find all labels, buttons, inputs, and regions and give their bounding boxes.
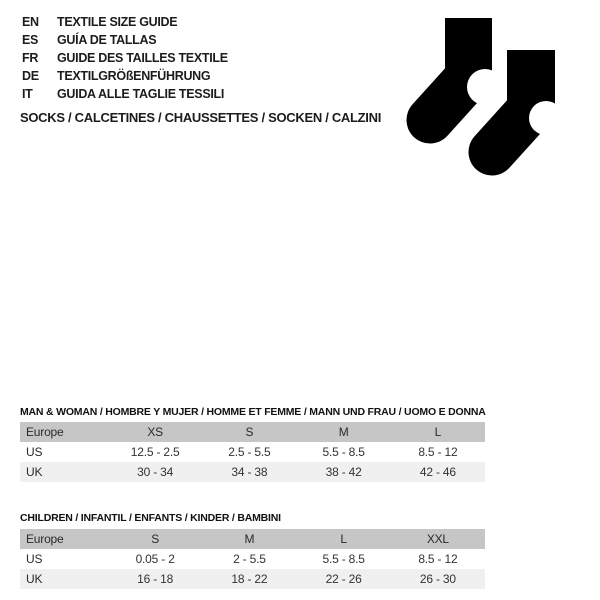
size-value: 5.5 - 8.5 xyxy=(322,552,365,566)
language-label: GUIDE DES TAILLES TEXTILE xyxy=(57,51,228,65)
size-value: 30 - 34 xyxy=(137,465,174,479)
socks-icon xyxy=(405,10,565,185)
row-label: US xyxy=(26,445,43,459)
language-label: TEXTILGRÖßENFÜHRUNG xyxy=(57,69,211,83)
language-row-de xyxy=(22,67,228,85)
row-label: UK xyxy=(26,572,43,586)
table-header-row xyxy=(20,422,485,442)
size-value: 38 - 42 xyxy=(325,465,362,479)
size-value: 0.05 - 2 xyxy=(135,552,175,566)
language-code: DE xyxy=(22,69,39,83)
table-row-uk xyxy=(20,462,485,482)
size-table-children xyxy=(20,529,485,589)
size-value: 22 - 26 xyxy=(325,572,362,586)
size-value: 42 - 46 xyxy=(419,465,456,479)
language-row-es xyxy=(22,31,228,49)
column-header-size: L xyxy=(340,532,347,546)
column-header-size: L xyxy=(434,425,442,439)
language-code: ES xyxy=(22,33,39,47)
language-row-it xyxy=(22,85,228,103)
column-header-size: S xyxy=(151,532,160,546)
language-label: GUIDA ALLE TAGLIE TESSILI xyxy=(57,87,225,101)
language-code: EN xyxy=(22,15,39,29)
size-value: 2 - 5.5 xyxy=(233,552,266,566)
category-title: SOCKS / CALCETINES / CHAUSSETTES / SOCKEN / CALZINI xyxy=(20,110,382,125)
row-label: UK xyxy=(26,465,43,479)
size-value: 8.5 - 12 xyxy=(418,552,458,566)
table-title-man-woman: MAN & WOMAN / HOMBRE Y MUJER / HOMME ET FEMME / MANN UND FRAU / UOMO E DONNA xyxy=(20,406,486,418)
size-value: 8.5 - 12 xyxy=(418,445,458,459)
size-value: 5.5 - 8.5 xyxy=(322,445,365,459)
language-row-en xyxy=(22,13,228,31)
size-table-man-woman xyxy=(20,422,485,482)
size-value: 34 - 38 xyxy=(231,465,268,479)
language-label: GUÍA DE TALLAS xyxy=(57,33,157,47)
table-header-row xyxy=(20,529,485,549)
column-header-size: XS xyxy=(147,425,163,439)
size-value: 16 - 18 xyxy=(137,572,174,586)
size-value: 18 - 22 xyxy=(231,572,268,586)
row-label: US xyxy=(26,552,43,566)
language-list xyxy=(22,13,228,103)
size-value: 2.5 - 5.5 xyxy=(228,445,271,459)
column-header-region: Europe xyxy=(26,425,64,439)
language-code: IT xyxy=(22,87,33,101)
column-header-size: M xyxy=(244,532,255,546)
column-header-region: Europe xyxy=(26,532,64,546)
table-row-us xyxy=(20,549,485,569)
column-header-size: S xyxy=(245,425,254,439)
table-title-children: CHILDREN / INFANTIL / ENFANTS / KINDER / BAMBINI xyxy=(20,512,281,524)
table-row-us xyxy=(20,442,485,462)
column-header-size: XXL xyxy=(426,532,449,546)
size-value: 26 - 30 xyxy=(419,572,456,586)
table-row-uk xyxy=(20,569,485,589)
column-header-size: M xyxy=(338,425,349,439)
language-code: FR xyxy=(22,51,39,65)
language-label: TEXTILE SIZE GUIDE xyxy=(57,15,178,29)
size-value: 12.5 - 2.5 xyxy=(130,445,180,459)
language-row-fr xyxy=(22,49,228,67)
